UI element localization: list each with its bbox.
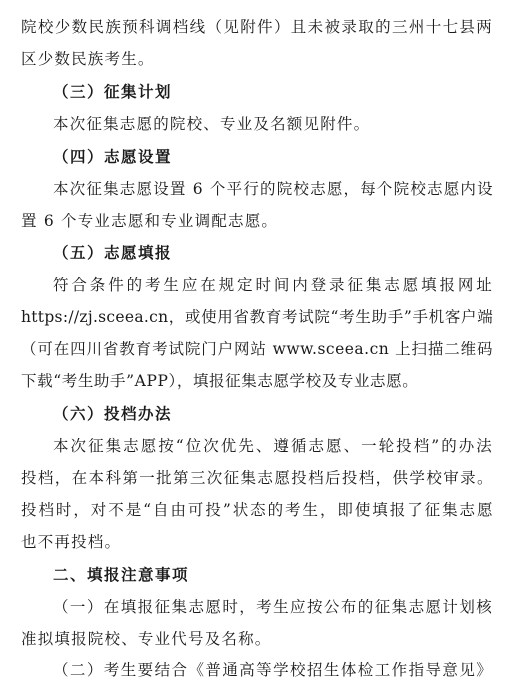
section-heading-notes: 二、填报注意事项 <box>53 566 190 584</box>
paragraph-line: 区少数民族考生。 <box>21 50 155 68</box>
paragraph-line: 本次征集志愿设置 6 个平行的院校志愿，每个院校志愿内设 <box>53 180 494 198</box>
paragraph-line: 投档，在本科第一批第三次征集志愿投档后投档，供学校审录。 <box>21 469 493 487</box>
paragraph-line: 准拟填报院校、专业代号及名称。 <box>21 630 272 648</box>
paragraph-line: https://zj.sceea.cn，或使用省教育考试院“考生助手”手机客户端 <box>21 308 493 326</box>
section-heading-settings: （四）志愿设置 <box>53 148 173 166</box>
paragraph-line: （二）考生要结合《普通高等学校招生体检工作指导意见》 <box>53 661 493 679</box>
paragraph-line: 投档时，对不是“自由可投”状态的考生，即使填报了征集志愿 <box>21 501 493 519</box>
paragraph-line: （可在四川省教育考试院门户网站 www.sceea.cn 上扫描二维码 <box>21 340 493 358</box>
paragraph-line: 符合条件的考生应在规定时间内登录征集志愿填报网址 <box>53 276 493 294</box>
section-heading-filling: （五）志愿填报 <box>53 244 173 262</box>
paragraph-line: 本次征集志愿的院校、专业及名额见附件。 <box>53 115 371 133</box>
section-heading-method: （六）投档办法 <box>53 405 173 423</box>
paragraph-line: 院校少数民族预科调档线（见附件）且未被录取的三州十七县两 <box>21 18 493 36</box>
paragraph-line: （一）在填报征集志愿时，考生应按公布的征集志愿计划核 <box>53 598 493 616</box>
paragraph-line: 也不再投档。 <box>21 533 122 551</box>
paragraph-line: 本次征集志愿按“位次优先、遵循志愿、一轮投档”的办法 <box>53 437 493 455</box>
paragraph-line: 置 6 个专业志愿和专业调配志愿。 <box>21 212 279 230</box>
section-heading-plan: （三）征集计划 <box>53 83 173 101</box>
paragraph-line: 下载“考生助手”APP），填报征集志愿学校及专业志愿。 <box>21 372 419 390</box>
